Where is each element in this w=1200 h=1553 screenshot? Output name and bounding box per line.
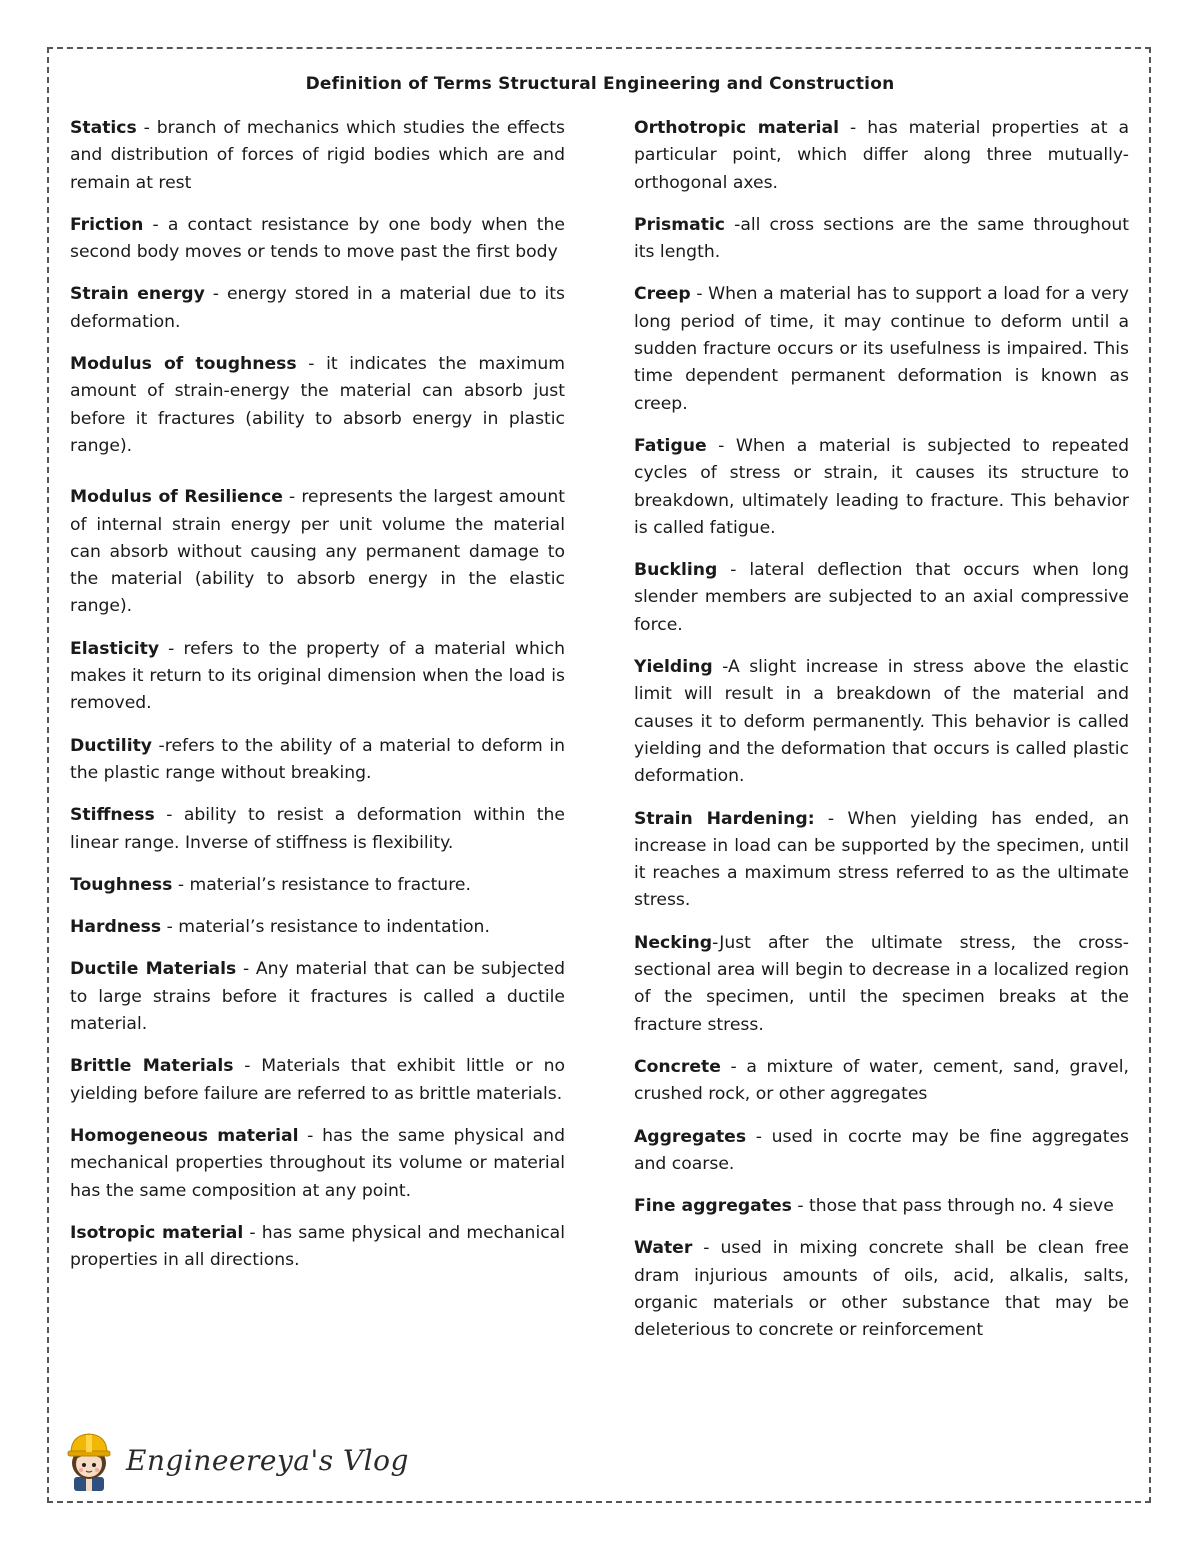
term-definition: When a material is subjected to repeated cycles of stress or strain, it causes its structure to breakdown, ultimately leading to fracture. This behavior is called fatigue.	[634, 435, 1129, 538]
term-label: Ductile Materials	[70, 959, 237, 980]
term-definition: refers to the property of a material which makes it return to its original dimension when the load is removed.	[70, 638, 565, 714]
term-separator: -	[161, 917, 179, 938]
page-title: Definition of Terms Structural Engineering and Construction	[305, 74, 895, 94]
term-label: Hardness	[70, 917, 162, 938]
term-label: Aggregates	[634, 1126, 747, 1147]
term-separator: -	[692, 1238, 721, 1259]
definition-entry	[70, 802, 565, 857]
definition-entry	[634, 654, 1129, 790]
term-separator: -	[159, 638, 184, 659]
definition-entry	[70, 733, 565, 788]
term-definition: has the same physical and mechanical properties throughout its volume or material has the same composition at any point.	[70, 1125, 565, 1201]
term-label: Friction	[70, 214, 144, 235]
term-label: Stiffness	[70, 805, 155, 826]
term-label: Water	[634, 1238, 693, 1259]
term-separator: -	[154, 805, 184, 826]
term-separator: -	[725, 214, 741, 235]
definition-entry	[70, 212, 565, 267]
definition-entry	[70, 636, 565, 718]
term-label: Toughness	[70, 874, 173, 895]
term-definition: lateral deflection that occurs when long slender members are subjected to an axial compressive force.	[634, 560, 1129, 635]
definition-entry	[70, 914, 565, 941]
term-separator: -	[282, 487, 302, 508]
term-separator: -	[136, 118, 157, 138]
term-definition: has same physical and mechanical properties in all directions.	[70, 1222, 565, 1271]
term-separator: -	[814, 808, 848, 829]
term-definition: A slight increase in stress above the elastic limit will result in a breakdown of the material and causes it to deform permanently. This behavior is called yielding and the deformation that occurs is called plastic deformation.	[634, 657, 1129, 787]
term-separator: -	[236, 959, 256, 980]
term-definition: has material properties at a particular point, which differ along three mutually-orthogonal axes.	[634, 118, 1129, 193]
engineer-avatar-icon	[62, 1429, 116, 1491]
term-separator: -	[717, 560, 750, 581]
term-label: Yielding	[634, 657, 713, 678]
term-separator: -	[720, 1056, 747, 1077]
term-separator: -	[143, 214, 168, 235]
term-definition: Just after the ultimate stress, the cross-sectional area will begin to decrease in a localized region of the specimen, until the specimen breaks at the fracture stress.	[634, 932, 1129, 1035]
term-separator: -	[712, 932, 720, 953]
term-label: Isotropic material	[70, 1222, 244, 1243]
term-label: Modulus of toughness	[70, 354, 297, 375]
term-label: Prismatic	[634, 214, 725, 235]
term-label: Fine aggregates	[634, 1196, 792, 1217]
term-definition: material’s resistance to indentation.	[178, 917, 490, 938]
definition-entry	[70, 1220, 565, 1275]
definition-entry	[634, 930, 1129, 1039]
term-separator: -	[233, 1056, 262, 1077]
definition-entry	[634, 433, 1129, 542]
term-definition: branch of mechanics which studies the effects and distribution of forces of rigid bodies which are and remain at rest	[70, 118, 565, 193]
term-definition: all cross sections are the same throughout its length.	[634, 214, 1129, 263]
term-definition: energy stored in a material due to its deformation.	[70, 284, 565, 332]
term-label: Orthotropic material	[634, 118, 840, 138]
definition-entry	[634, 212, 1129, 267]
term-definition: used in mixing concrete shall be clean free dram injurious amounts of oils, acid, alkalis, salts, organic materials or other substance that may be deleterious to concrete or reinforcement	[634, 1238, 1129, 1341]
term-label: Statics	[70, 118, 137, 138]
brand-signature: Engineereya's Vlog	[126, 1443, 409, 1477]
term-label: Buckling	[634, 560, 718, 581]
term-label: Strain Hardening:	[634, 808, 815, 829]
term-definition: When a material has to support a load for a very long period of time, it may continue to deform until a sudden fracture occurs or its usefulness is impaired. This time dependent permanent deformation is known as creep.	[634, 284, 1129, 414]
definition-entry	[70, 1053, 565, 1108]
term-definition: it indicates the maximum amount of strain-energy the material can absorb just before it fractures (ability to absorb energy in plastic range).	[70, 354, 565, 456]
term-label: Concrete	[634, 1056, 721, 1077]
definition-entry	[634, 115, 1129, 197]
definition-entry	[70, 956, 565, 1038]
definition-entry	[634, 1124, 1129, 1179]
definition-entry	[634, 1193, 1129, 1220]
definition-entry	[634, 806, 1129, 915]
definition-entry	[70, 872, 565, 899]
term-separator: -	[712, 657, 728, 678]
term-label: Ductility	[70, 735, 153, 756]
term-separator: -	[706, 435, 736, 456]
term-label: Necking	[634, 932, 713, 953]
definition-entry	[634, 1054, 1129, 1109]
definition-entry	[70, 115, 565, 197]
term-separator: -	[152, 735, 165, 756]
term-separator: -	[791, 1196, 809, 1217]
footer-brand	[62, 1428, 409, 1492]
term-definition: used in cocrte may be fine aggregates and coarse.	[634, 1126, 1129, 1174]
left-column	[70, 115, 565, 1289]
definition-entry	[634, 557, 1129, 639]
term-definition: Any material that can be subjected to large strains before it fractures is called a ductile material.	[70, 959, 566, 1035]
term-label: Creep	[634, 284, 691, 305]
definition-entry	[634, 1235, 1129, 1344]
definition-entry	[70, 281, 565, 336]
term-separator: -	[296, 354, 327, 375]
term-separator: -	[690, 284, 709, 305]
term-definition: those that pass through no. 4 sieve	[809, 1196, 1114, 1217]
term-label: Brittle Materials	[70, 1056, 234, 1077]
term-separator: -	[839, 118, 868, 138]
definition-entry	[70, 484, 565, 620]
term-label: Homogeneous material	[70, 1125, 299, 1146]
term-definition: a contact resistance by one body when the second body moves or tends to move past the first body	[70, 214, 565, 263]
term-separator: -	[298, 1125, 323, 1146]
term-definition: When yielding has ended, an increase in load can be supported by the specimen, until it reaches a maximum stress referred to as the ultimate stress.	[634, 808, 1129, 911]
definition-entry	[634, 281, 1129, 417]
term-definition: represents the largest amount of internal strain energy per unit volume the material can absorb without causing any permanent damage to the material (ability to absorb energy in the elastic range).	[70, 487, 565, 617]
term-separator: -	[172, 874, 190, 895]
term-label: Modulus of Resilience	[70, 487, 283, 508]
definition-entry	[70, 1123, 565, 1205]
term-definition: ability to resist a deformation within the linear range. Inverse of stiffness is flexibility.	[70, 805, 565, 853]
term-label: Elasticity	[70, 638, 160, 659]
term-definition: material’s resistance to fracture.	[189, 874, 471, 895]
term-definition: Materials that exhibit little or no yielding before failure are referred to as brittle materials.	[70, 1056, 565, 1104]
right-column	[634, 115, 1129, 1360]
definition-entry	[70, 351, 565, 460]
term-separator: -	[746, 1126, 772, 1147]
term-label: Strain energy	[70, 284, 205, 305]
term-definition: a mixture of water, cement, sand, gravel, crushed rock, or other aggregates	[634, 1056, 1129, 1105]
term-separator: -	[204, 284, 227, 305]
term-label: Fatigue	[634, 435, 707, 456]
term-separator: -	[243, 1222, 262, 1243]
term-definition: refers to the ability of a material to deform in the plastic range without breaking.	[70, 735, 565, 783]
